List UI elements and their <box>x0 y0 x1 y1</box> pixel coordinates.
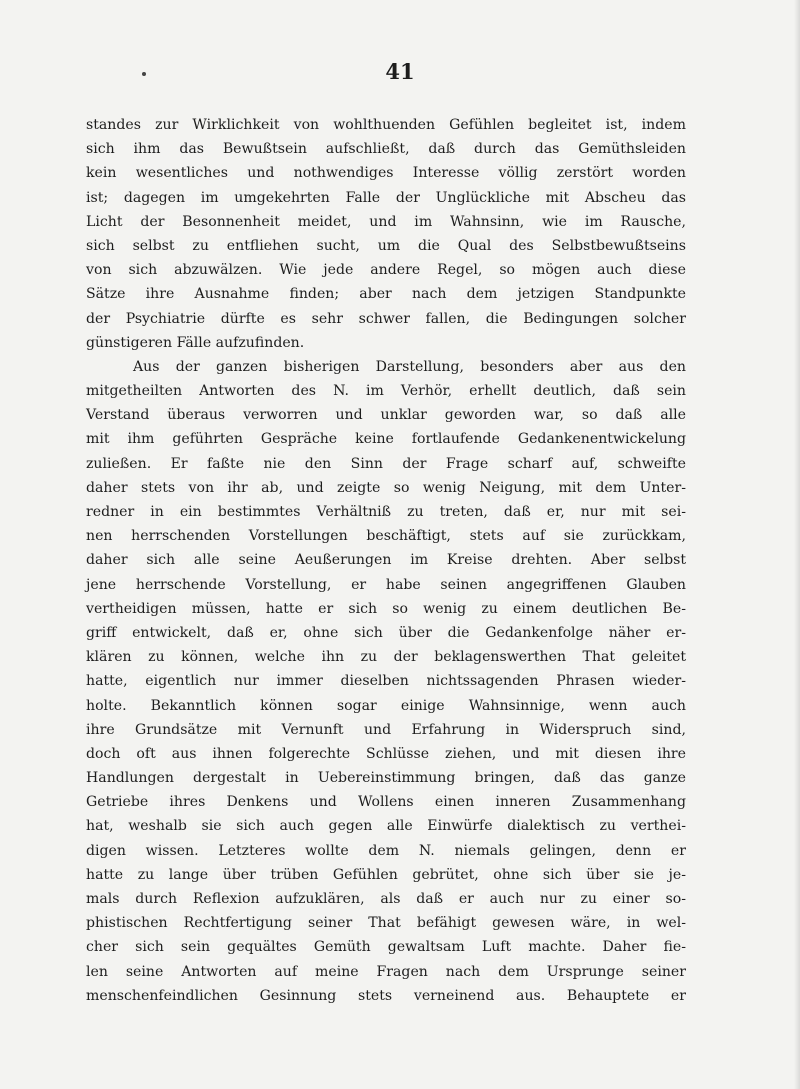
text-line: von sich abzuwälzen. Wie jede andere Regel, so mögen auch diese <box>86 262 686 279</box>
text-line: cher sich sein gequältes Gemüth gewaltsam Luft machte. Daher fie- <box>86 939 686 956</box>
text-line: Verstand überaus verworren und unklar geworden war, so daß alle <box>86 407 686 424</box>
paragraph-1 <box>86 113 686 355</box>
text-line: jene herrschende Vorstellung, er habe seinen angegriffenen Glauben <box>86 576 686 593</box>
text-line: redner in ein bestimmtes Verhältniß zu treten, daß er, nur mit sei- <box>86 504 686 520</box>
text-line: holte. Bekanntlich können sogar einige Wahnsinnige, wenn auch <box>86 697 686 714</box>
text-line: standes zur Wirklichkeit von wohlthuenden Gefühlen begleitet ist, indem <box>86 117 686 133</box>
text-line: mitgetheilten Antworten des N. im Verhör, erhellt deutlich, daß sein <box>86 383 686 400</box>
text-line: sich selbst zu entfliehen sucht, um die Qual des Selbstbewußtseins <box>86 237 686 254</box>
text-line: hatte, eigentlich nur immer dieselben nichtssagenden Phrasen wieder- <box>86 673 686 690</box>
scan-edge-shadow <box>794 0 800 1089</box>
paragraph-2 <box>86 355 686 1008</box>
text-line: digen wissen. Letzteres wollte dem N. niemals gelingen, denn er <box>86 842 686 859</box>
text-line: der Psychiatrie dürfte es sehr schwer fallen, die Bedingungen solcher <box>86 310 686 327</box>
text-line: sich ihm das Bewußtsein aufschließt, daß durch das Gemüthsleiden <box>86 141 686 158</box>
page-body-text <box>86 113 686 1008</box>
text-line: len seine Antworten auf meine Fragen nach dem Ursprunge seiner <box>86 963 686 980</box>
text-line: menschenfeindlichen Gesinnung stets verneinend aus. Behauptete er <box>86 987 686 1004</box>
text-line: doch oft aus ihnen folgerechte Schlüsse ziehen, und mit diesen ihre <box>86 745 686 762</box>
text-line: daher sich alle seine Aeußerungen im Kreise drehten. Aber selbst <box>86 552 686 569</box>
text-line: Getriebe ihres Denkens und Wollens einen inneren Zusammenhang <box>86 794 686 811</box>
text-line: zuließen. Er faßte nie den Sinn der Frage scharf auf, schweifte <box>86 455 686 472</box>
text-line: günstigeren Fälle aufzufinden. <box>86 334 305 351</box>
text-line: mit ihm geführten Gespräche keine fortlaufende Gedankenentwickelung <box>86 431 686 448</box>
text-line: Licht der Besonnenheit meidet, und im Wahnsinn, wie im Rausche, <box>86 213 686 230</box>
text-line: klären zu können, welche ihn zu der beklagenswerthen That geleitet <box>86 649 686 666</box>
text-line: hat, weshalb sie sich auch gegen alle Einwürfe dialektisch zu verthei- <box>86 818 686 835</box>
page-number: 41 <box>385 59 415 84</box>
text-line: hatte zu lange über trüben Gefühlen gebrütet, ohne sich über sie je- <box>86 866 686 883</box>
text-line: nen herrschenden Vorstellungen beschäftigt, stets auf sie zurückkam, <box>86 528 686 545</box>
text-line: Handlungen dergestalt in Uebereinstimmung bringen, daß das ganze <box>86 770 686 787</box>
text-line: griff entwickelt, daß er, ohne sich über die Gedankenfolge näher er- <box>86 624 686 641</box>
text-line: daher stets von ihr ab, und zeigte so wenig Neigung, mit dem Unter- <box>86 479 686 496</box>
text-line: ist; dagegen im umgekehrten Falle der Unglückliche mit Abscheu das <box>86 189 686 206</box>
text-line: mals durch Reflexion aufzuklären, als daß er auch nur zu einer so- <box>86 891 686 907</box>
text-line: vertheidigen müssen, hatte er sich so wenig zu einem deutlichen Be- <box>86 600 686 617</box>
text-line: ihre Grundsätze mit Vernunft und Erfahrung in Widerspruch sind, <box>86 721 686 738</box>
text-line: phistischen Rechtfertigung seiner That befähigt gewesen wäre, in wel- <box>86 915 686 932</box>
text-line: Aus der ganzen bisherigen Darstellung, besonders aber aus den <box>133 358 686 375</box>
text-line: Sätze ihre Ausnahme finden; aber nach dem jetzigen Standpunkte <box>86 286 686 303</box>
text-line: kein wesentliches und nothwendiges Interesse völlig zerstört worden <box>86 165 686 182</box>
